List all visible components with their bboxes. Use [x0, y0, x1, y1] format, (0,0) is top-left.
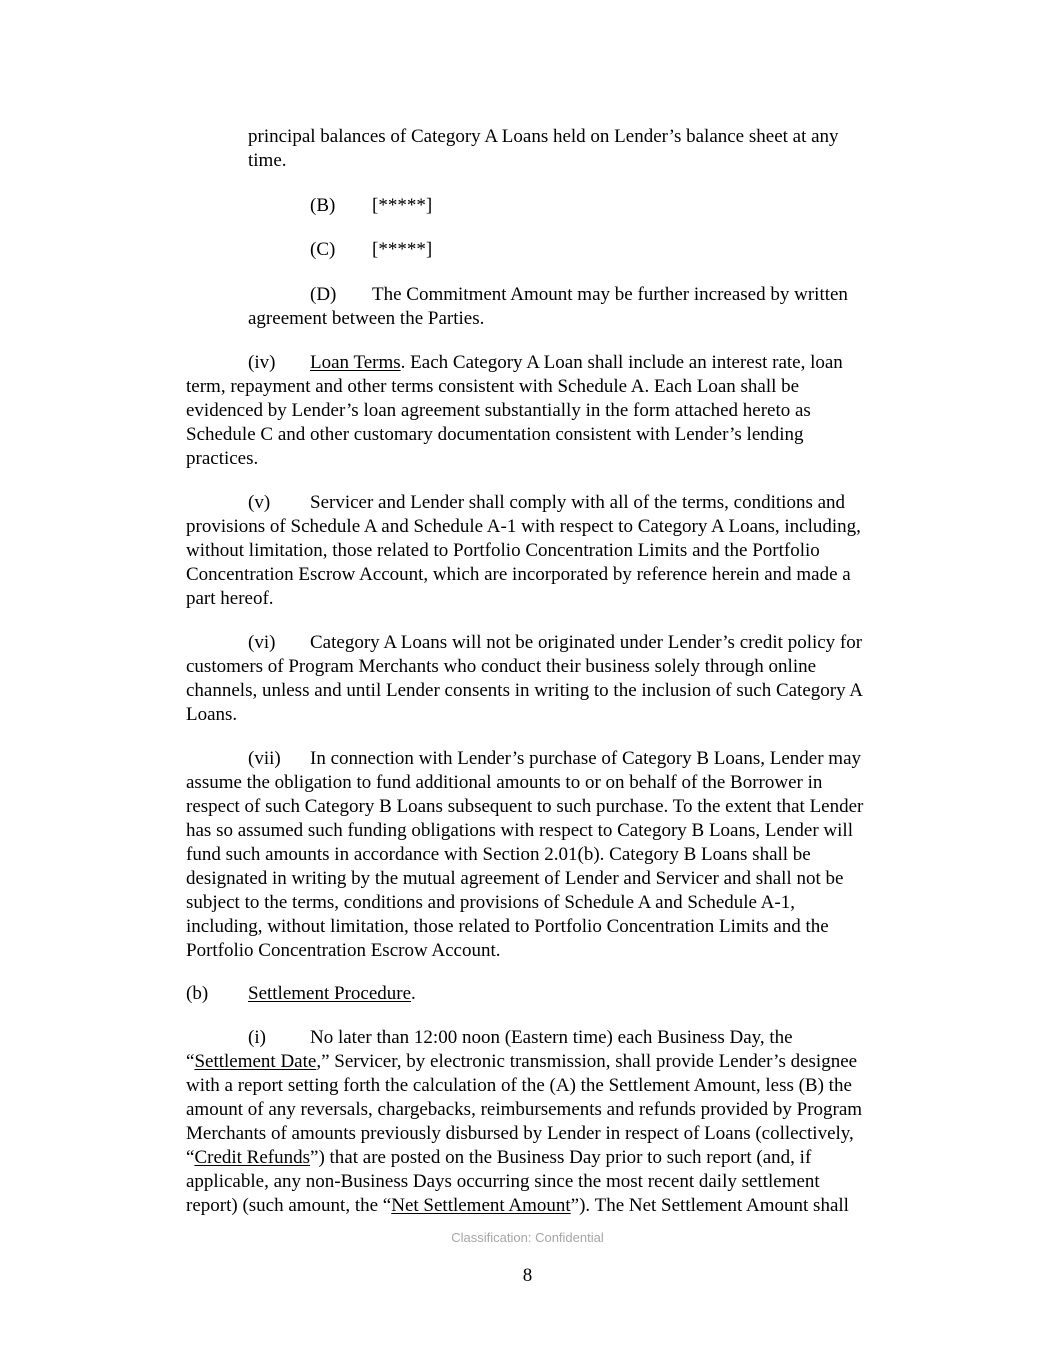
subparagraph-label-c: (C)	[310, 239, 336, 260]
paragraph-line: Portfolio Concentration Escrow Account.	[186, 940, 501, 961]
paragraph-line: assume the obligation to fund additional amounts to or on behalf of the Borrower in	[186, 772, 823, 793]
defined-term-credit-refunds: Credit Refunds	[194, 1147, 311, 1168]
paragraph-line: Schedule C and other customary documentation consistent with Lender’s lending	[186, 424, 804, 445]
paragraph-label-v: (v)	[248, 492, 271, 513]
paragraph-label-i: (i)	[248, 1027, 266, 1048]
paragraph-line: principal balances of Category A Loans held on Lender’s balance sheet at any	[248, 126, 839, 147]
paragraph-line: with a report setting forth the calculation of the (A) the Settlement Amount, less (B) the	[186, 1075, 852, 1096]
paragraph-line: term, repayment and other terms consistent with Schedule A. Each Loan shall be	[186, 376, 800, 397]
paragraph-line: provisions of Schedule A and Schedule A-1 with respect to Category A Loans, including,	[186, 516, 861, 537]
redacted-text: [*****]	[372, 195, 433, 216]
paragraph-line: No later than 12:00 noon (Eastern time) each Business Day, the	[310, 1027, 793, 1048]
paragraph-line: Merchants of amounts previously disbursed by Lender in respect of Loans (collectively,	[186, 1123, 854, 1144]
paragraph-line: “Settlement Date,” Servicer, by electronic transmission, shall provide Lender’s designee	[186, 1051, 858, 1072]
paragraph-line: customers of Program Merchants who conduct their business solely through online	[186, 656, 817, 677]
page-number: 8	[522, 1265, 533, 1286]
paragraph-label-vi: (vi)	[248, 632, 276, 653]
heading-loan-terms: Loan Terms	[310, 352, 401, 373]
paragraph-line: report) (such amount, the “Net Settlement Amount”). The Net Settlement Amount shall	[186, 1195, 849, 1216]
heading-settlement-procedure: Settlement Procedure	[248, 983, 412, 1004]
paragraph-line: including, without limitation, those related to Portfolio Concentration Limits and the	[186, 916, 829, 937]
paragraph-line: practices.	[186, 448, 259, 469]
paragraph-line: respect of such Category B Loans subsequent to such purchase. To the extent that Lender	[186, 796, 864, 817]
paragraph-line: evidenced by Lender’s loan agreement substantially in the form attached hereto as	[186, 400, 811, 421]
paragraph-line: Concentration Escrow Account, which are incorporated by reference herein and made a	[186, 564, 851, 585]
paragraph-line: “Credit Refunds”) that are posted on the Business Day prior to such report (and, if	[186, 1147, 812, 1168]
paragraph-line: part hereof.	[186, 588, 274, 609]
paragraph-line: designated in writing by the mutual agreement of Lender and Servicer and shall not be	[186, 868, 844, 889]
paragraph-line: Loans.	[186, 704, 238, 725]
paragraph-line: applicable, any non-Business Days occurring since the most recent daily settlement	[186, 1171, 820, 1192]
paragraph-line: Servicer and Lender shall comply with all of the terms, conditions and	[310, 492, 846, 513]
paragraph-line: subject to the terms, conditions and provisions of Schedule A and Schedule A-1,	[186, 892, 795, 913]
classification-label: Classification: Confidential	[451, 1230, 604, 1245]
paragraph-line: agreement between the Parties.	[248, 308, 485, 329]
paragraph-line: The Commitment Amount may be further increased by written	[372, 284, 848, 305]
section-label-b: (b)	[186, 983, 209, 1004]
subparagraph-label-d: (D)	[310, 284, 337, 305]
paragraph-line: without limitation, those related to Portfolio Concentration Limits and the Portfolio	[186, 540, 820, 561]
paragraph-line: In connection with Lender’s purchase of Category B Loans, Lender may	[310, 748, 861, 769]
paragraph-line: has so assumed such funding obligations with respect to Category B Loans, Lender will	[186, 820, 853, 841]
subparagraph-label-b: (B)	[310, 195, 336, 216]
paragraph-label-iv: (iv)	[248, 352, 276, 373]
paragraph-line: Category A Loans will not be originated under Lender’s credit policy for	[310, 632, 863, 653]
redacted-text: [*****]	[372, 239, 433, 260]
defined-term-net-settlement-amount: Net Settlement Amount	[391, 1195, 571, 1216]
defined-term-settlement-date: Settlement Date	[194, 1051, 317, 1072]
paragraph-line: fund such amounts in accordance with Section 2.01(b). Category B Loans shall be	[186, 844, 811, 865]
paragraph-line: channels, unless and until Lender consents in writing to the inclusion of such Category A	[186, 680, 864, 701]
paragraph-label-vii: (vii)	[248, 748, 281, 769]
section-heading: Settlement Procedure.	[248, 983, 416, 1004]
paragraph-line: amount of any reversals, chargebacks, reimbursements and refunds provided by Program	[186, 1099, 863, 1120]
paragraph-line: Loan Terms. Each Category A Loan shall include an interest rate, loan	[310, 352, 843, 373]
paragraph-line: time.	[248, 150, 287, 171]
